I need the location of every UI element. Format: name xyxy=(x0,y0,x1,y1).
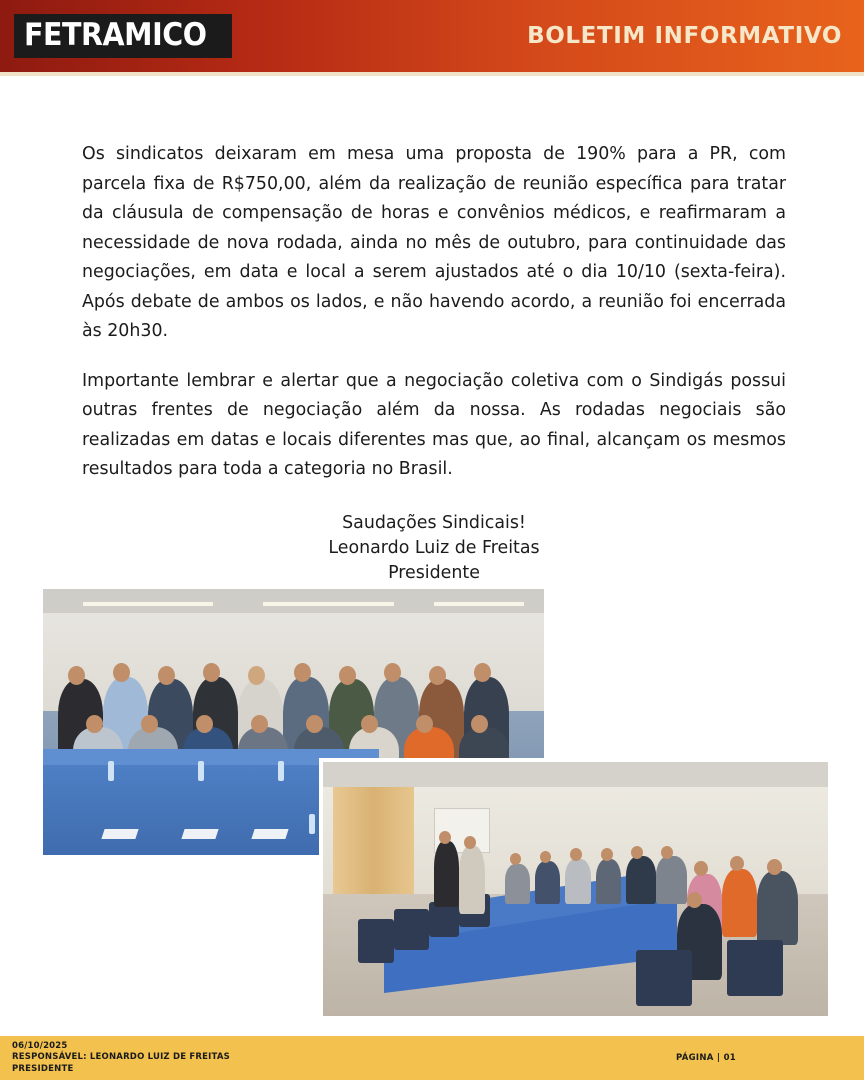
footer-responsible: RESPONSÁVEL: LEONARDO LUIZ DE FREITAS xyxy=(12,1052,230,1063)
logo xyxy=(14,14,232,58)
page-footer xyxy=(0,1036,864,1080)
header-title: BOLETIM INFORMATIVO xyxy=(527,23,842,49)
paragraph-1: Os sindicatos deixaram em mesa uma proposta de 190% para a PR, com parcela fixa de R$750,00, além da realização de reunião específica para tratar da cláusula de compensação de horas e convênios médicos, e reafirmaram a necessidade de nova rodada, ainda no mês de outubro, para continuidade das negociações, em data e local a serem ajustados até o dia 10/10 (sexta-feira). Após debate de ambos os lados, e não havendo acordo, a reunião foi encerrada às 20h30. xyxy=(82,144,786,341)
footer-credits xyxy=(12,1041,230,1076)
footer-date: 06/10/2025 xyxy=(12,1040,68,1051)
header-divider xyxy=(0,72,864,76)
page-header xyxy=(0,0,864,72)
signoff-block xyxy=(82,511,786,586)
paragraph-2: Importante lembrar e alertar que a negociação coletiva com o Sindigás possui outras frentes de negociação além da nossa. As rodadas negociais são realizadas em datas e locais diferentes mas que, ao final, alcançam os mesmos resultados para toda a categoria no Brasil. xyxy=(82,370,786,479)
logo-text: FETRAMICO xyxy=(24,16,207,53)
negotiation-table-photo xyxy=(321,760,830,1018)
signoff-role: Presidente xyxy=(388,562,480,583)
footer-role: PRESIDENTE xyxy=(12,1063,74,1074)
footer-page-number: PÁGINA | 01 xyxy=(675,1053,736,1063)
article-body xyxy=(82,140,786,586)
signoff-greeting: Saudações Sindicais! xyxy=(342,512,526,533)
photo-gallery xyxy=(0,588,864,1018)
signoff-name: Leonardo Luiz de Freitas xyxy=(328,537,540,558)
